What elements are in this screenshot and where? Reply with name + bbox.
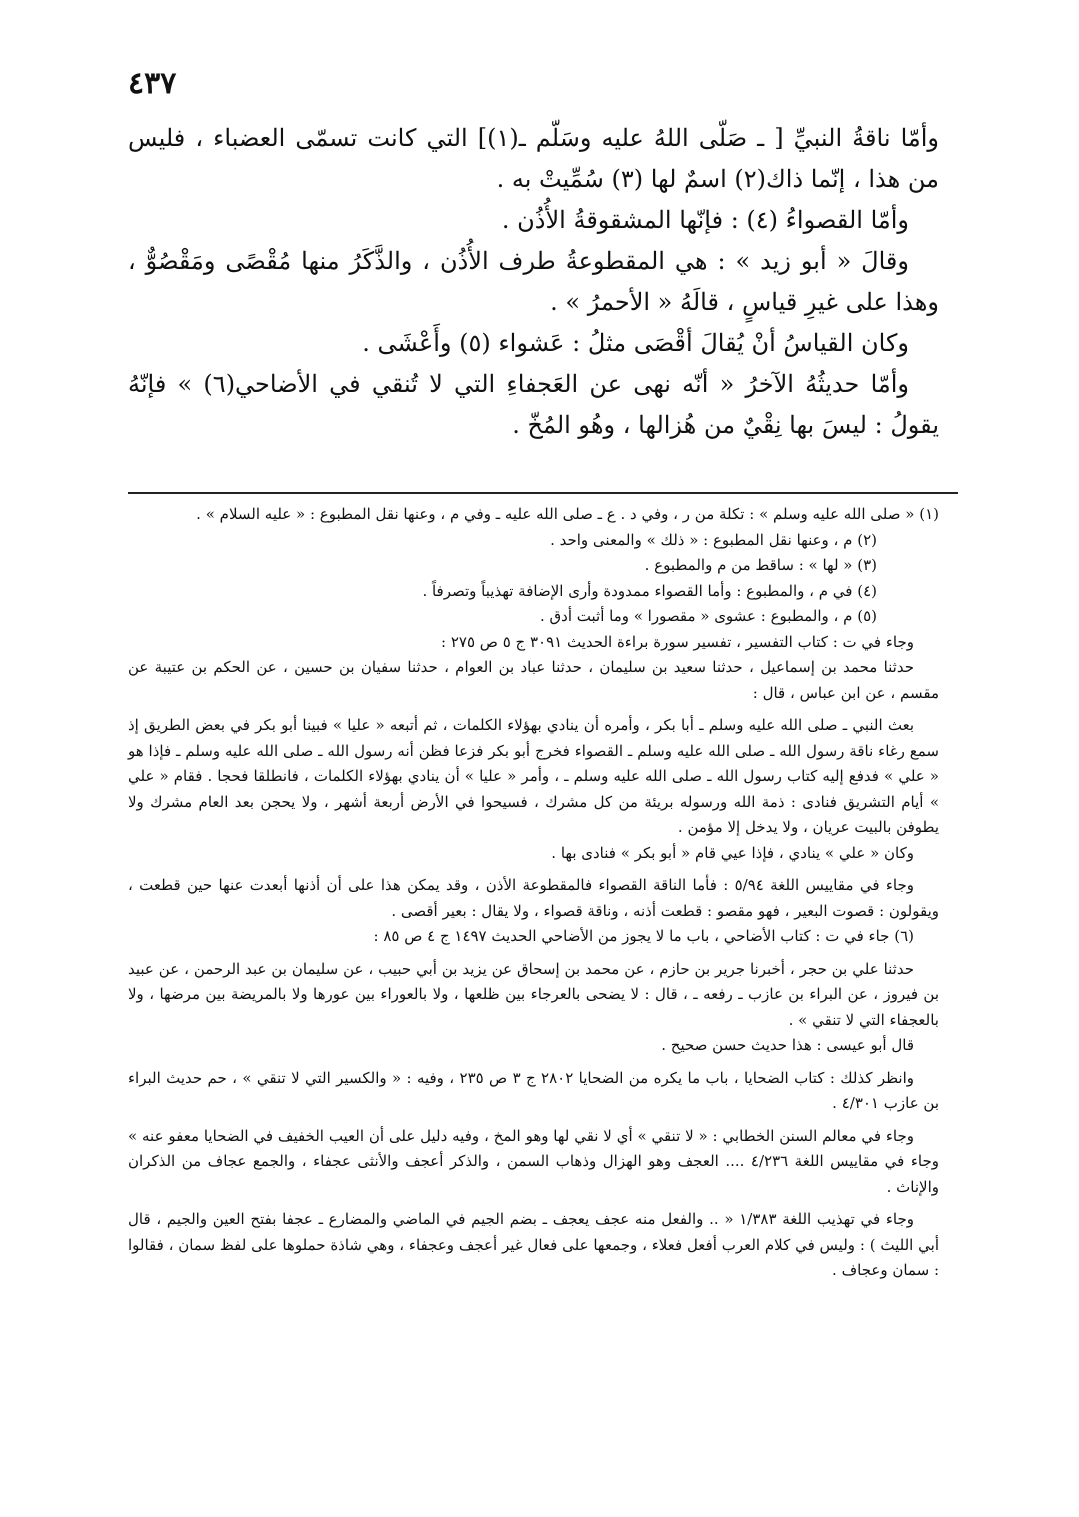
footnote: وكان « علي » ينادي ، فإذا عيي قام « أبو بكر » فنادى بها . — [551, 843, 914, 862]
footnote: وجاء في ت : كتاب التفسير ، تفسير سورة براءة الحديث ٣٠٩١ ج ٥ ص ٢٧٥ : — [441, 632, 914, 651]
footnote-divider — [128, 492, 958, 494]
footnote: وجاء في مقاييس اللغة ٥/٩٤ : فأما الناقة القصواء فالمقطوعة الأذن ، وقد يمكن هذا على أن أذنها أبعدت عنها حين قطعت ، ويقولون : قصوت البعير ، فهو مقصو : قطعت أذنه ، وناقة قصواء ، ولا يقال : بعير أقصى . — [128, 876, 939, 920]
footnote: (٣) « لها » : ساقط من م والمطبوع . — [644, 556, 877, 574]
footnote: وانظر كذلك : كتاب الضحايا ، باب ما يكره من الضحايا ٢٨٠٢ ج ٣ ص ٢٣٥ ، وفيه : « والكسير التي لا تنقي » ، حم حديث البراء بن عازب ٤/٣٠١ . — [128, 1068, 939, 1112]
paragraph: وكان القياسُ أنْ يُقالَ أقْصَى مثلُ : عَشواء (٥) وأَعْشَى . — [362, 329, 909, 357]
footnote: (٤) في م ، والمطبوع : وأما القصواء ممدودة وأرى الإضافة تهذيباً وتصرفاً . — [422, 581, 877, 600]
footnote: وجاء في معالم السنن الخطابي : « لا تنقي » أي لا نقي لها وهو المخ ، وفيه دليل على أن العيب الخفيف في الضحايا معفو عنه » وجاء في مقاييس اللغة ٤/٢٣٦ .... العجف وهو الهزال وذهاب السمن ، والذكر أعجف والأنثى عجفاء ، والجمع عجاف من الذكران والإناث . — [128, 1126, 939, 1196]
footnote: بعث النبي ـ صلى الله عليه وسلم ـ أبا بكر ، وأمره أن ينادي بهؤلاء الكلمات ، ثم أتبعه « عليا » فبينا أبو بكر في بعض الطريق إذ سمع رغاء ناقة رسول الله ـ صلى الله عليه وسلم ـ القصواء فخرج أبو بكر فزعا فظن أنه رسول الله ـ صلى الله عليه وسلم ـ فإذا هو « علي » فدفع إليه كتاب رسول الله ـ صلى الله عليه وسلم ـ ، وأمر « عليا » أن ينادي بهؤلاء الكلمات ، فانطلقا فحجا . فقام « علي » أيام التشريق فنادى : ذمة الله ورسوله بريئة من كل مشرك ، فسيحوا في الأرض أربعة أشهر ، ولا يحجن بعد العام مشرك ولا يطوفن بالبيت عريان ، ولا يدخل إلا مؤمن . — [128, 716, 939, 836]
footnote: (٢) م ، وعنها نقل المطبوع : « ذلك » والمعنى واحد . — [550, 530, 877, 549]
footnote: (١) « صلى الله عليه وسلم » : تكلة من ر ، وفي د . ع ـ صلى الله عليه ـ وفي م ، وعنها نقل المطبوع : « عليه السلام » . — [196, 505, 939, 523]
paragraph: وقالَ « أبو زيد » : هي المقطوعةُ طرف الأُذُن ، والذَّكَرُ منها مُقْصًى ومَقْصُوٌّ ، وهذا على غيرِ قياسٍ ، قالَهُ « الأحمرُ » . — [128, 247, 939, 316]
footnote: وجاء في تهذيب اللغة ١/٣٨٣ « .. والفعل منه عجف يعجف ـ بضم الجيم في الماضي والمضارع ـ عجفا بفتح العين والجيم ، قال أبي الليث ) : وليس في كلام العرب أفعل فعلاء ، وجمعها على فعال غير أعجف وعجفاء ، وهي شاذة حملوها على لفظ سمان ، فقالوا : سمان وعجاف . — [128, 1210, 939, 1279]
footnotes — [128, 502, 939, 1284]
footnote: حدثنا محمد بن إسماعيل ، حدثنا سعيد بن سليمان ، حدثنا عباد بن العوام ، حدثنا سفيان بن حسين ، عن الحكم بن عتيبة عن مقسم ، عن ابن عباس ، قال : — [128, 658, 939, 702]
footnote: (٦) جاء في ت : كتاب الأضاحي ، باب ما لا يجوز من الأضاحي الحديث ١٤٩٧ ج ٤ ص ٨٥ : — [373, 927, 914, 945]
footnote: (٥) م ، والمطبوع : عشوى « مقصورا » وما أثبت أدق . — [539, 607, 877, 625]
page-number: ٤٣٧ — [128, 66, 177, 101]
footnote: حدثنا علي بن حجر ، أخبرنا جرير بن حازم ، عن محمد بن إسحاق عن يزيد بن أبي حبيب ، عن سليمان بن عبد الرحمن ، عن عبيد بن فيروز ، عن البراء بن عازب ـ رفعه ـ ، قال : لا يضحى بالعرجاء بين ظلعها ، ولا بالعوراء بين عورها ولا بالمريضة بين مرضها ، ولا بالعجفاء التي لا تنقي » . — [128, 959, 939, 1029]
main-text — [128, 118, 939, 446]
footnote: قال أبو عيسى : هذا حديث حسن صحيح . — [661, 1036, 914, 1054]
paragraph: وأمّا القصواءُ (٤) : فإنّها المشقوقةُ الأُذُن . — [501, 206, 909, 234]
paragraph: وأمّا ناقةُ النبيِّ [ ـ صَلّى اللهُ عليه وسَلّم ـ(١)] التي كانت تسمّى العضباء ، فليس من هذا ، إنّما ذاك(٢) اسمٌ لها (٣) سُمِّيتْ به . — [128, 124, 939, 193]
paragraph: وأمّا حديثُهُ الآخرُ « أنّه نهى عن العَجفاءِ التي لا تُنقي في الأضاحي(٦) » فإنّهُ يقولُ : ليسَ بها نِقْيٌ من هُزالها ، وهُو المُخّ . — [128, 370, 939, 439]
